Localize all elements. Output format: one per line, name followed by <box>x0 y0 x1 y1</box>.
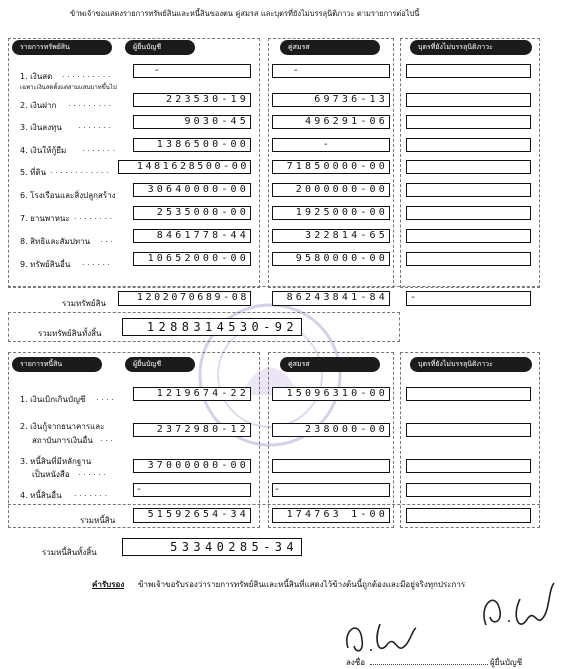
asset-cash-child-box <box>406 64 531 78</box>
liab-section-label: รายการหนี้สิน <box>12 357 102 372</box>
asset-vehicle-child-box <box>406 206 531 220</box>
asset-row-label: 6. โรงเรือนและสิ่งปลูกสร้าง <box>20 191 116 200</box>
liab-other-child-box <box>406 483 531 497</box>
liab-row-label: 2. เงินกู้จากธนาคารและ <box>20 422 105 431</box>
asset-row-label: 2. เงินฝาก <box>20 101 57 110</box>
liab-other-owner-value: - <box>136 484 146 495</box>
liab-total-child-box <box>406 508 531 523</box>
asset-other-owner-value: 10652000-00 <box>147 253 249 264</box>
sign-line <box>370 664 488 665</box>
liab-row-label-2: สถาบันการเงินอื่น <box>32 436 93 445</box>
asset-land-spouse-value: 71850000-00 <box>286 161 388 172</box>
liab-child-panel <box>400 352 540 528</box>
asset-vehicle-owner-value: 2535000-00 <box>156 207 249 218</box>
liab-written-child-box <box>406 459 531 473</box>
liab-written-owner-value: 37000000-00 <box>147 460 249 471</box>
liab-row-label: 4. หนี้สินอื่น <box>20 491 62 500</box>
asset-deposit-child-box <box>406 93 531 107</box>
asset-rights-owner-value: 8461778-44 <box>156 230 249 241</box>
asset-declaration-form: ข้าพเจ้าขอแสดงรายการทรัพย์สินและหนี้สินของตน คู่สมรส และบุตรที่ยังไม่บรรลุนิติภาวะ ตามรายการต่อไปนี้ รายการทรัพย์สิน ผู้ยื่นบัญชี คู่สมรส บุตรที่ยังไม่บรรลุนิติภาวะ 1. เงินสด . . . . . . . . . . เฉพาะเงินสดตั้งแต่สามแสนบาทขึ้นไป - - 2. เงินฝาก . . . . . . . . . 223530-19 69736-13 3. เงินลงทุน . . . . . . . 9030-45 496291-06 4. เงินให้กู้ยืม . . . . . . . 1386500-00 - 5. ที่ดิน . . . . . . . . . . . . 1481628500-00 71850000-00 6. โรงเรือนและสิ่งปลูกสร้าง 30640000-00 2000000-00 7. ยานพาหนะ . . . . . . . . 2535000-00 1925000-00 8. สิทธิและสัมปทาน . . . 8461778-44 322814-65 9. ทรัพย์สินอื่น . . . . . . 10652000-00 9580000-00 รวมทรัพย์สิน 1202070689-08 86243841-84 - รวมทรัพย์สินทั้งสิ้น 1288314530-92 รายการหนี้สิน ผู้ยื่นบัญชี คู่สมรส บุตรที่ยังไม่บรรลุนิติภาวะ 1. เงินเบิกเกินบัญชี . . . . 1219674-22 15096310-00 2. เงินกู้จากธนาคารและ สถาบันการเงินอื่น . . . 2372980-12 238000-00 3. หนี้สินที่มีหลักฐาน เป็นหนังสือ . . . . . . 37000000-00 4. หนี้สินอื่น . . . . . . . - - รวมหนี้สิน 51592654-34 174763 1-00 รวมหนี้สินทั้งสิ้น 53340285-34 คำรับรอง ข้าพเจ้าขอรับรองว่ารายการทรัพย์สินและหนี้สินที่แสดงไว้ข้างต้นนี้ถูกต้องและมีอยู่จริงทุกประการ ลงชื่อ ผู้ยื่นบัญชี <box>0 0 566 669</box>
liab-grand-label: รวมหนี้สินทั้งสิ้น <box>42 548 97 557</box>
liab-other-spouse-value: - <box>274 484 284 495</box>
assets-grand-label: รวมทรัพย์สินทั้งสิ้น <box>38 329 102 338</box>
liab-overdraft-child-box <box>406 387 531 401</box>
asset-investment-owner-value: 9030-45 <box>184 116 249 127</box>
assets-owner-header: ผู้ยื่นบัญชี <box>125 40 195 55</box>
signature-2-icon <box>478 575 558 635</box>
liab-total-spouse-value: 174763 1-00 <box>286 509 388 520</box>
asset-row-label: 5. ที่ดิน <box>20 168 47 177</box>
liab-bankloan-child-box <box>406 423 531 437</box>
liab-row-label: 3. หนี้สินที่มีหลักฐาน <box>20 457 92 466</box>
liab-spouse-header: คู่สมรส <box>280 357 380 372</box>
certification-text: ข้าพเจ้าขอรับรองว่ารายการทรัพย์สินและหนี้สินที่แสดงไว้ข้างต้นนี้ถูกต้องและมีอยู่จริงทุกประการ <box>138 580 466 589</box>
assets-total-owner-value: 1202070689-08 <box>136 292 249 303</box>
sign-role: ผู้ยื่นบัญชี <box>490 658 523 667</box>
asset-loan-spouse-value: - <box>322 139 332 150</box>
asset-cash-spouse-value: - <box>292 65 302 76</box>
asset-land-owner-value: 1481628500-00 <box>136 161 249 172</box>
liab-overdraft-spouse-value: 15096310-00 <box>286 388 388 399</box>
assets-total-child-value: - <box>410 292 420 303</box>
certification-title: คำรับรอง <box>92 580 125 589</box>
assets-grand-value: 1288314530-92 <box>146 320 298 334</box>
header-text: ข้าพเจ้าขอแสดงรายการทรัพย์สินและหนี้สินของตน คู่สมรส และบุตรที่ยังไม่บรรลุนิติภาวะ ตามรายการต่อไปนี้ <box>70 9 420 18</box>
assets-spouse-header: คู่สมรส <box>280 40 380 55</box>
assets-total-spouse-value: 86243841-84 <box>286 292 388 303</box>
asset-building-owner-value: 30640000-00 <box>147 184 249 195</box>
asset-loan-child-box <box>406 138 531 152</box>
assets-total-label: รวมทรัพย์สิน <box>62 299 106 308</box>
signature-1-icon <box>340 610 420 660</box>
liab-spouse-panel <box>268 352 394 528</box>
asset-building-spouse-value: 2000000-00 <box>295 184 388 195</box>
assets-child-header: บุตรที่ยังไม่บรรลุนิติภาวะ <box>410 40 532 55</box>
assets-section-label: รายการทรัพย์สิน <box>12 40 112 55</box>
asset-other-spouse-value: 9580000-00 <box>295 253 388 264</box>
sign-label: ลงชื่อ <box>346 658 366 667</box>
liab-row-label-2: เป็นหนังสือ <box>32 470 70 479</box>
liab-grand-value: 53340285-34 <box>170 540 298 554</box>
liab-owner-header: ผู้ยื่นบัญชี <box>125 357 195 372</box>
asset-building-child-box <box>406 183 531 197</box>
asset-row-label: 1. เงินสด <box>20 72 53 81</box>
asset-row-note: เฉพาะเงินสดตั้งแต่สามแสนบาทขึ้นไป <box>20 84 117 91</box>
asset-rights-child-box <box>406 229 531 243</box>
liab-written-spouse-box <box>272 459 390 473</box>
asset-loan-owner-value: 1386500-00 <box>156 139 249 150</box>
asset-row-label: 8. สิทธิและสัมปทาน <box>20 237 91 246</box>
liab-child-header: บุตรที่ยังไม่บรรลุนิติภาวะ <box>410 357 532 372</box>
liab-bankloan-owner-value: 2372980-12 <box>156 424 249 435</box>
liab-overdraft-owner-value: 1219674-22 <box>156 388 249 399</box>
asset-row-label: 9. ทรัพย์สินอื่น <box>20 260 71 269</box>
liab-total-label: รวมหนี้สิน <box>80 516 116 525</box>
asset-row-label: 7. ยานพาหนะ <box>20 214 70 223</box>
asset-investment-child-box <box>406 115 531 129</box>
asset-row-label: 3. เงินลงทุน <box>20 123 62 132</box>
asset-other-child-box <box>406 252 531 266</box>
asset-investment-spouse-value: 496291-06 <box>305 116 388 127</box>
asset-vehicle-spouse-value: 1925000-00 <box>295 207 388 218</box>
asset-row-label: 4. เงินให้กู้ยืม <box>20 146 67 155</box>
asset-deposit-owner-value: 223530-19 <box>166 94 249 105</box>
asset-cash-owner-value: - <box>153 65 163 76</box>
liab-total-owner-value: 51592654-34 <box>147 509 249 520</box>
asset-land-child-box <box>406 160 531 174</box>
asset-rights-spouse-value: 322814-65 <box>305 230 388 241</box>
liab-row-label: 1. เงินเบิกเกินบัญชี <box>20 395 86 404</box>
liab-bankloan-spouse-value: 238000-00 <box>305 424 388 435</box>
asset-deposit-spouse-value: 69736-13 <box>314 94 388 105</box>
